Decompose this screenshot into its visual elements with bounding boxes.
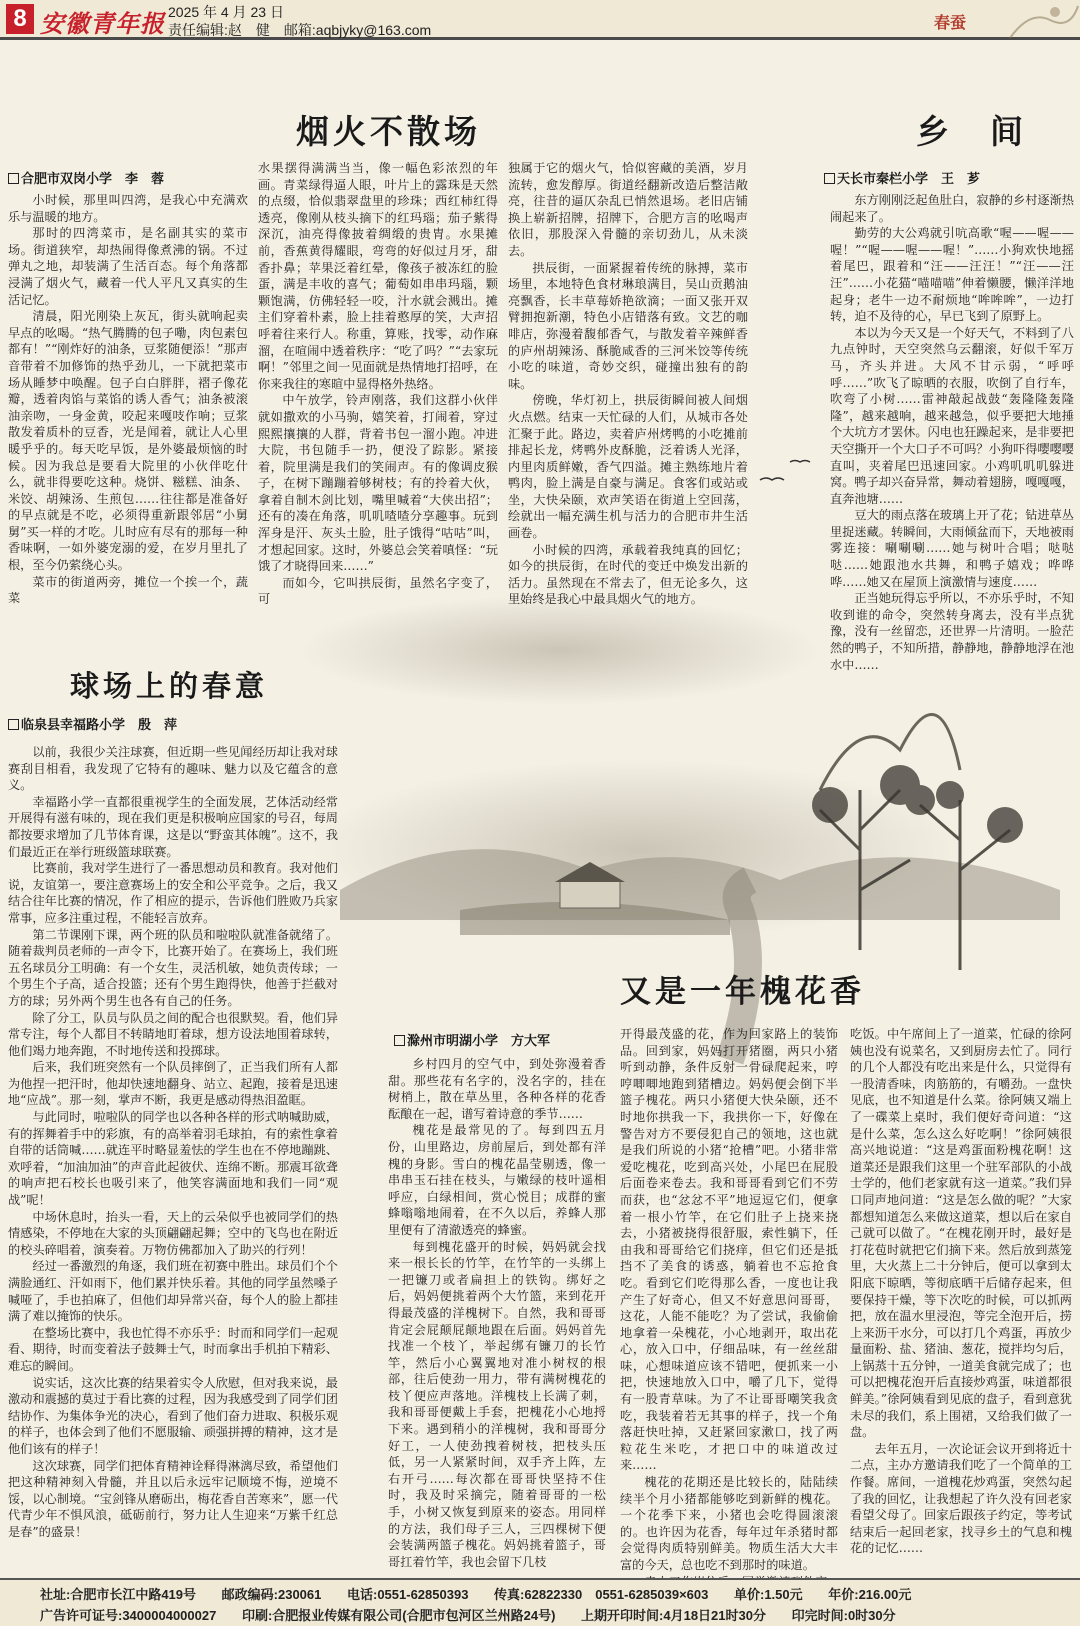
paragraph: 独属于它的烟火气，恰似窖藏的美酒，岁月流转，愈发醇厚。街道经翻新改造后整洁敞亮，往昔的逼仄杂乱已悄然退场。老旧店铺换上崭新招牌，招牌下，合肥方言的吆喝声依旧，那股深入骨髓的亲切劲儿，从未淡去。: [508, 161, 748, 258]
paragraph: 而如今，它叫拱辰街，虽然名字变了，可: [258, 575, 498, 607]
column-huaihua-3: [850, 1026, 1072, 1574]
byline-yanhuo: [8, 168, 164, 187]
paragraph: 幸福路小学一直都很重视学生的全面发展，艺体活动经常开展得有滋有味的，现在我们更是积极响应国家的号召，每周都按要求增加了几节体育课，这是以“野蛮其体魄”。这不，我们最近正在举行班级篮球联赛。: [8, 794, 338, 859]
paragraph: 槐花是最常见的了。每到四五月份，山里路边，房前屋后，到处都有洋槐的身影。雪白的槐花晶莹剔透，像一串串玉石挂在枝头，与嫩绿的枝叶遥相呼应，白绿相间，赏心悦目；成群的蜜蜂嗡嗡地闹着，在不久以后，养蜂人那里便有了清澈透亮的蜂蜜。: [388, 1123, 606, 1237]
paragraph: 后来，我们班突然有一个队员摔倒了，正当我们所有人都为他捏一把汗时，他却快速地翻身、站立、起跑，接着是迅速地“应战”。那一刻，掌声不断，我更是感动得热泪盈眶。: [8, 1060, 338, 1108]
paragraph: 傍晚，华灯初上，拱辰街瞬间被人间烟火点燃。结束一天忙碌的人们，从城市各处汇聚于此。路边，卖着庐州烤鸭的小吃摊前排起长龙，烤鸭外皮酥脆，泛着诱人光泽，内里肉质鲜嫩，香气四溢。摊主熟练地片着鸭肉，脸上满是自豪与满足。食客们或站或坐，大快朵颐，欢声笑语在街道上空回荡，绘就出一幅充满生机与活力的合肥市井生活画卷。: [508, 393, 748, 541]
byline-huaihua-text: 滁州市明湖小学 方大军: [407, 1033, 551, 1048]
paragraph: 去年五月，一次论证会议开到将近十二点，主办方邀请我们吃了一个简单的工作餐。席间，一道槐花炒鸡蛋，突然勾起了我的回忆，让我想起了许久没有回老家看望父母了。回家后跟孩子约定，等考试结束后一起回老家，找寻乡土的气息和槐花的记忆……: [850, 1441, 1072, 1556]
byline-box-icon: [8, 719, 19, 730]
paragraph: 开得最茂盛的花，作为回家路上的装饰品。回到家，妈妈打开猪圈，两只小猪听到动静，条件反射一骨碌爬起来，哼哼唧唧地跑到猪槽边。妈妈便会倒下半篮子槐花。两只小猪便大快朵颐，还不时地你拱我一下，我拱你一下，好像在警告对方不要侵犯自己的领地，这也就是我们所说的小猪“抢槽”吧。小猪非常爱吃槐花，吃到高兴处，小尾巴在屁股后面卷来卷去。我和哥哥看到它们不劳而获，也“忿忿不平”地逗逗它们，便拿着一根小竹竿，在它们肚子上挠来挠去，小猪被挠得很舒服，索性躺下，任由我和哥哥给它们挠痒，但它们还是抵挡不了美食的诱惑，躺着也不忘抢食吃。看到它们吃得那么香，一度也让我产生了好奇心，但又不好意思问哥哥，这花，人能不能吃？为了尝试，我偷偷地拿着一朵槐花，小心地剥开，取出花心，放入口中，仔细品味，有一丝丝甜味，心想味道应该不错吧，便抓来一小把，快速地放入口中，嚼了几下，觉得有一股青草味。为了不让哥哥嘲笑我贪吃，我装着若无其事的样子，找一个角落赶快吐掉，又赶紧回家漱口，找了两粒花生米吃，才把口中的味道改过来……: [620, 1027, 838, 1473]
paragraph: 中场休息时，抬头一看，天上的云朵似乎也被同学们的热情感染，不停地在大家的头顶翩翩起舞；空中的飞鸟也在附近的校头碎唱着，演奏着。万物仿佛都加入了助兴的行列！: [8, 1209, 338, 1257]
masthead-logo: 安徽青年报: [40, 9, 165, 38]
paragraph: 经过一番激烈的角逐，我们班在初赛中胜出。球员们个个满脸通红、汗如雨下，他们累并快乐着。其他的同学虽然嗓子喊哑了，手也拍麻了，但他们却异常兴奋，每个人的脸上都挂满了难以掩饰的快乐。: [8, 1259, 338, 1324]
paragraph: 乡村四月的空气中，到处弥漫着香甜。那些花有名字的，没名字的，挂在树梢上，散在草丛里，各种各样的花香酝酿在一起，谱写着诗意的季节……: [388, 1057, 606, 1121]
paragraph: 水果摆得满满当当，像一幅色彩浓烈的年画。青菜绿得逼人眼，叶片上的露珠是天然的点缀，恰似翡翠盘里的珍珠；西红柿红得透亮，像刚从枝头摘下的红玛瑙；茄子紫得深沉，油亮得像披着绸缎的贵胄。水果摊前，香蕉黄得耀眼，弯弯的好似过月牙，甜香扑鼻；苹果泛着红晕，像孩子被冻红的脸蛋，满是丰收的喜气；葡萄如串串玛瑙，颗颗饱满，仿佛轻轻一咬，汁水就会溅出。摊主们穿着朴素，脸上挂着憨厚的笑，大声招呼着往来行人。称重，算账，找零，动作麻溜，在喧闹中透着秩序：“吃了吗？”“去家玩啊！”邻里之间一见面就是热情地打招呼，在你来我往的寒暄中显得格外热络。: [258, 161, 498, 391]
byline-xiangjian: [824, 168, 980, 187]
footer-annual-price: 年价:216.00元: [828, 1587, 912, 1602]
byline-qiuchang: [8, 714, 177, 733]
article-title-xiangjian: 乡 间: [916, 112, 1027, 151]
paragraph: 在整场比赛中，我也忙得不亦乐乎：时而和同学们一起观看、期待，时而变着法子鼓舞士气，时而拿出手机拍下精彩、难忘的瞬间。: [8, 1325, 338, 1373]
footer-ad-license: 广告许可证号:3400004000027: [40, 1608, 217, 1623]
byline-qiuchang-text: 临泉县幸福路小学 殷 萍: [21, 717, 178, 732]
paragraph: 以前，我很少关注球赛，但近期一些见闻经历却让我对球赛刮目相看，我发现了它特有的趣味、魅力以及它蕴含的意义。: [8, 745, 338, 793]
footer-postcode: 邮政编码:230061: [221, 1587, 322, 1602]
paragraph: 清晨，阳光刚染上灰瓦，街头就响起卖早点的吆喝。“热气腾腾的包子嘞，肉包素包都有！”“刚炸好的油条，豆浆随便添！”那声音带着不加修饰的热乎劲儿，一下就把菜市场从睡梦中唤醒。包子白白胖胖，褶子像花瓣，透着肉馅与菜馅的诱人香气；油条被滚油亲吻，一身金黄，咬起来嘎吱作响；豆浆散发着质朴的豆香，光是闻着，就让人心里暖乎乎的。每天吃早饭，是外婆最烦恼的时候。因为我总是要看大院里的小伙伴吃什么，就非得要吃这种。烧饼、糍糕、油条、米饺、胡辣汤、生煎包……往往都是准备好的早点就是不吃，必须得重新跟邻居“小舅舅”买一样的才吃。儿时应有尽有的那每一种香味啊，一如外婆宠溺的爱，在岁月里扎了根，至今仍萦绕心头。: [8, 309, 248, 573]
footer-printer: 印刷:合肥报业传媒有限公司(合肥市包河区兰州路24号): [241, 1608, 556, 1623]
article-title-yanhuo: 烟火不散场: [296, 112, 481, 151]
article-title-huaihua: 又是一年槐花香: [620, 974, 865, 1010]
paragraph: 正当她玩得忘乎所以，不亦乐乎时，不知收到谁的命令，突然转身离去，没有半点犹豫，没有一丝留恋，还世界一片清明。一脸茫然的鸭子，不知所措，静静地，静静地浮在池水中……: [830, 591, 1074, 672]
article-title-qiuchang: 球场上的春意: [70, 669, 269, 703]
paragraph: 勤劳的大公鸡就引吭高歌“喔——喔——喔！”“喔——喔——喔！”……小狗欢快地摇着尾巴，跟着和“汪——汪汪！”“汪——汪汪”……小花猫“喵喵喵”伸着懒腰，懒洋洋地起身；老牛一边不耐烦地“哞哞哞”，一边打转，迫不及待的心，早已飞到了原野上。: [830, 226, 1074, 324]
footer-last-press: 上期开印时间:4月18日21时30分: [581, 1608, 766, 1623]
column-qiuchang-1: [8, 744, 338, 1574]
byline-yanhuo-text: 合肥市双岗小学 李 蓉: [21, 171, 165, 186]
footer-address: 社址:合肥市长江中路419号: [40, 1587, 197, 1602]
paragraph: 菜市的街道两旁，摊位一个挨一个，蔬菜: [8, 574, 248, 606]
paragraph: 小时候，那里叫四湾，是我心中充满欢乐与温暖的地方。: [8, 193, 248, 224]
issue-date: 2025 年 4 月 23 日: [168, 4, 284, 20]
column-xiangjian-1: [830, 192, 1074, 722]
byline-box-icon: [8, 173, 19, 184]
byline-huaihua: [394, 1030, 550, 1049]
column-yanhuo-1: [8, 192, 248, 610]
section-name: 春蚕: [934, 15, 967, 32]
paragraph: 本以为今天又是一个好天气，不料到了八九点钟时，天空突然乌云翻滚，好似千军万马，齐头并进。大风不甘示弱，“呼呼呼……”吹飞了晾晒的衣服，吹倒了自行车，吹弯了小树……雷神敲起战鼓“轰隆隆轰隆隆”，越来越响，越来越急，似乎要把大地捶个大坑方才罢休。闪电也狂躁起来，是非要把天空撕开一个大口子不可吗？小狗吓得嘤嘤嘤直叫，夹着尾巴迅速回家。小鸡叽叽叽躲进窝。鸭子却兴奋异常，舞动着翅膀，嘎嘎嘎，直奔池塘……: [830, 325, 1074, 506]
paragraph: 每到槐花盛开的时候，妈妈就会找来一根长长的竹竿，在竹竿的一头绑上一把镰刀或者扁担上的铁钩。绑好之后，妈妈便挑着两个大竹篮，来到花开得最茂盛的洋槐树下。自然，我和哥哥肯定会屁颠屁颠地跟在后面。妈妈首先找准一个枝丫，举起绑有镰刀的长竹竿，然后小心翼翼地对准小树杈的根部，往后使劲一用力，带有满树槐花的枝丫便应声落地。洋槐枝上长满了刺，我和哥哥便戴上手套，把槐花小心地捋下来。遇到稍小的洋槐树，我和哥哥分好工，一人使劲拽着树枝，把枝头压低，另一人紧紧时间，双手齐上阵，左右开弓……每次都在哥哥快坚持不住时，我及时采摘完，随着哥哥的一松手，小树又恢复到原来的姿态。用同样的方法，我们母子三人，三四棵树下便会装满两篮子槐花。妈妈挑着篮子，哥哥扛着竹竿，我也会留下几枝: [388, 1239, 606, 1569]
paragraph: 那时的四湾菜市，是名副其实的菜市场。街道狭窄，却热闹得像煮沸的锅。不过弹丸之地，却装满了生活百态。每个角落都浸满了烟火气，藏着一代人平凡又真实的生活记忆。: [8, 226, 248, 307]
byline-box-icon: [394, 1035, 405, 1046]
paragraph: 除了分工，队员与队员之间的配合也很默契。看，他们异常专注，每个人都目不转睛地盯着球，想方设法地围着球转，他们竭力地奔跑，不时地传送和投掷球。: [8, 1010, 338, 1058]
byline-xiangjian-text: 天长市秦栏小学 王 芗: [837, 171, 981, 186]
paragraph: 比赛前，我对学生进行了一番思想动员和教育。我对他们说，友谊第一，要注意赛场上的安全和公平竞争。之后，我又结合往年比赛的情况，作了相应的提示，告诉他们胜败乃兵家常事，应多注重过程，不能轻言放弃。: [8, 861, 338, 925]
footer-unit-price: 单价:1.50元: [733, 1587, 803, 1602]
column-yanhuo-3: [508, 160, 748, 610]
column-huaihua-2: [620, 1026, 838, 1574]
ink-figure-icon: [1000, 0, 1080, 40]
footer-phone: 电话:0551-62850393: [347, 1587, 469, 1602]
paragraph: 与此同时，啦啦队的同学也以各种各样的形式呐喊助威，有的挥舞着手中的彩旗，有的高举着羽毛球拍，有的索性拿着自带的话筒喊……就连平时略显羞怯的学生也在不停地蹦跳、欢呼着，“加油加油”的声音此起彼伏、连绵不断。那震耳欲聋的响声把石校长也吸引来了，他笑容满面地和我们一同“观战”呢！: [8, 1110, 338, 1208]
paragraph: 说实话，这次比赛的结果着实令人欣慰，但对我来说，最激动和震撼的莫过于看比赛的过程，因为我感受到了同学们团结协作、为集体争光的决心，看到了他们奋力进取、积极乐观的样子，也体会到了他们不愿服输、顽强拼搏的精神，这才是他们该有的样子！: [8, 1375, 338, 1456]
byline-box-icon: [824, 173, 835, 184]
paragraph: 这次球赛，同学们把体育精神诠释得淋漓尽致，希望他们把这种精神刻入骨髓，并且以后永远牢记顺境不悔，逆境不馁，以心制境。“宝剑锋从磨砺出，梅花香自苦寒来”，愿一代代青少年不惧风浪，砥砺前行，努力让人生迎来“万紫千红总是春”的盛景！: [8, 1458, 338, 1539]
paragraph: 东方刚刚泛起鱼肚白，寂静的乡村逐渐热闹起来了。: [830, 193, 1074, 224]
column-yanhuo-2: [258, 160, 498, 610]
paragraph: 拱辰街，一面紧握着传统的脉搏，菜市场里，本地特色食材琳琅满目，吴山贡鹅油亮飘香，长丰草莓娇艳欲滴；一面又张开双臂拥抱新潮，特色小店错落有致。文艺的咖啡店，弥漫着馥郁香气，与散发着辛辣鲜香的庐州胡辣汤、酥脆咸香的三河米饺等传统小吃的味道，奇妙交织，碰撞出独有的韵味。: [508, 260, 748, 391]
paragraph: 第二节课刚下课，两个班的队员和啦啦队就准备就绪了。随着裁判员老师的一声令下，比赛开始了。在赛场上，我们班五名球员分工明确：有一个女生，灵活机敏，她负责传球；一个男生个子高，适合投篮；还有个男生跑得快，他善于拦截对方的球；另外两个男生也各有自己的任务。: [8, 927, 338, 1008]
paragraph: 豆大的雨点落在玻璃上开了花；钻进草丛里捉迷藏。转瞬间，大雨倾盆而下，天地被雨雾连接：唰唰唰……她与树叶合唱；哒哒哒……她跟池水共舞，和鸭子嬉戏；哗哗哗……她又在屋顶上演激情与速度……: [830, 508, 1074, 589]
paragraph: 吃饭。中午席间上了一道菜，忙碌的徐阿姨也没有说菜名，又到厨房去忙了。同行的几个人都没有吃出来是什么，只觉得有一股清香味，肉筋筋的，有嚼劲。一盘快见底，也不知道是什么菜。徐阿姨又端上了一碟菜上桌时，我们便好奇问道：“这是什么菜，怎么这么好吃啊！”徐阿姨很高兴地说道：“这是鸡蛋面粉槐花啊！这道菜还是跟我们这里一个驻军部队的小战士学的，他们老家就有这一道菜。”我们异口同声地问道：“这是怎么做的呢？”大家都想知道怎么来做这道菜，想以后在家自己就可以做了。“在槐花刚开时，最好是打花苞时就把它们摘下来。然后放到蒸笼里，大火蒸上二十分钟后，便可以拿到太阳底下晾晒，等彻底晒干后储存起来，但要保持干燥，等下次吃的时候，可以抓两把，放在温水里浸泡，等完全泡开后，捞上来沥干水分，可以打几个鸡蛋，再放少量面粉、盐、猪油、葱花，搅拌均匀后，上锅蒸十五分钟，一道美食就完成了；也可以把槐花泡开后直接炒鸡蛋，味道都很鲜美。”徐阿姨看到见底的盘子，看到意犹未尽的我们，系上围裙，又给我们做了一盘。: [850, 1027, 1072, 1440]
paragraph: 中午放学，铃声刚落，我们这群小伙伴就如撒欢的小马驹，嬉笑着，打闹着，穿过熙熙攘攘的人群，背着书包一溜小跑。冲进大院，书包随手一扔，便没了踪影。紧接着，院里满是我们的笑闹声。有的像调皮猴子，在树下蹦蹦着够树枝；有的拎着大伙，拿着自制木剑比划，嘴里喊着“大侠出招”；还有的凑在角落，叽叽喳喳分享趣事。玩到浑身是汗、灰头土脸，肚子饿得“咕咕”叫，才想起回家。这时，外婆总会笑着嗔怪：“玩饿了才晓得回来……”: [258, 393, 498, 574]
page-header: [0, 0, 1080, 40]
paragraph: 槐花的花期还是比较长的，陆陆续续半个月小猪都能够吃到新鲜的槐花。一个花季下来，小猪也会吃得圆滚滚的。也许因为花香，每年过年杀猪时都会觉得肉质特别鲜美。物质生活大大丰富的今天，总也吃不到那时的味道。: [620, 1475, 838, 1572]
editor-line: 责任编辑:赵 健 邮箱:aqbjyky@163.com: [168, 22, 432, 38]
footer-line-1: [40, 1584, 933, 1603]
page-footer: [0, 1578, 1080, 1626]
footer-finish-time: 印完时间:0时30分: [791, 1608, 896, 1623]
footer-fax: 传真:62822330 0551-6285039×603: [494, 1587, 709, 1602]
footer-line-2: [40, 1605, 918, 1624]
column-huaihua-1: [388, 1056, 606, 1574]
page-number: 8: [6, 4, 34, 34]
paragraph: 小时候的四湾，承载着我纯真的回忆；如今的拱辰街，在时代的变迁中焕发出新的活力。虽然现在不常去了，但无论多久，这里始终是我心中最具烟火气的地方。: [508, 542, 748, 607]
